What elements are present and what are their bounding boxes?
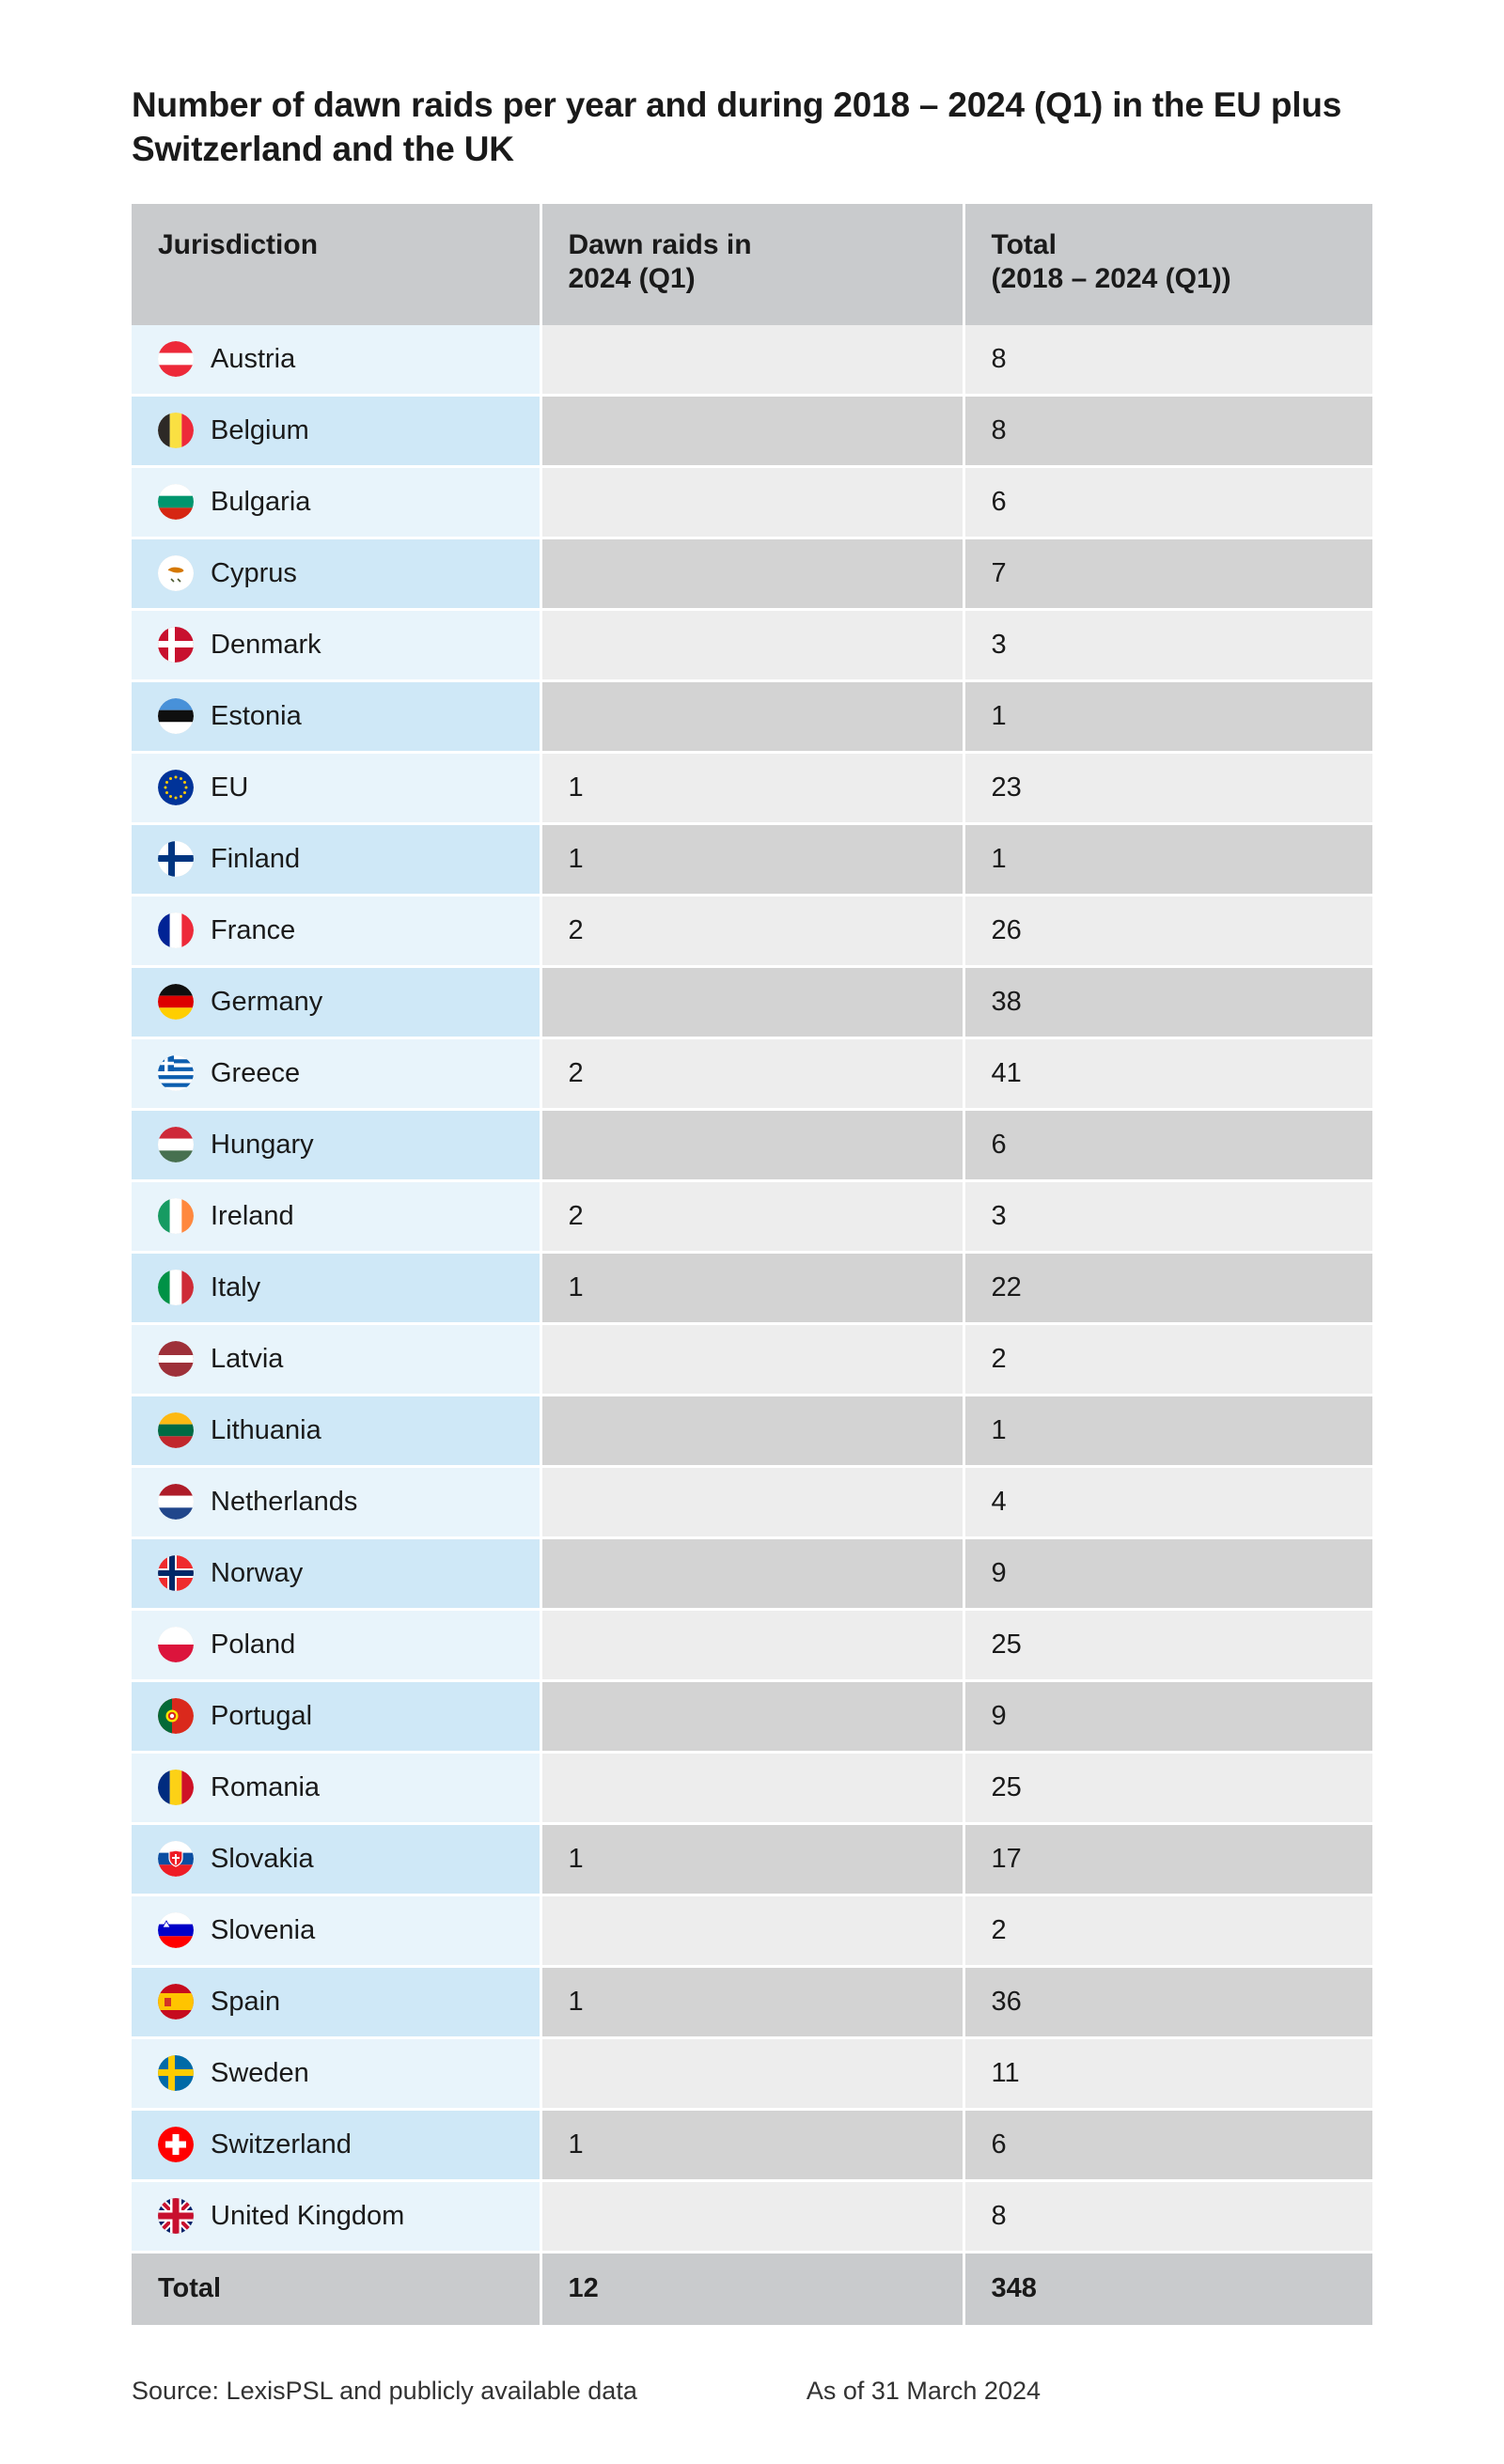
flag-italy-icon [158,1270,194,1305]
cell-jurisdiction [132,1109,540,1180]
cell-total: 26 [964,895,1372,966]
jurisdiction-label: Bulgaria [211,486,311,517]
jurisdiction-label: Slovenia [211,1914,316,1945]
cell-total: 17 [964,1823,1372,1895]
cell-jurisdiction [132,466,540,538]
column-header-jurisdiction-label: Jurisdiction [158,228,319,260]
cell-total: 1 [964,1395,1372,1466]
flag-slovenia-icon [158,1912,194,1948]
flag-sweden-icon [158,2055,194,2091]
flag-netherlands-icon [158,1484,194,1520]
cell-total: 11 [964,2037,1372,2109]
cell-total: 36 [964,1966,1372,2037]
column-header-total-line2: (2018 – 2024 (Q1)) [991,263,1231,295]
flag-france-icon [158,912,194,948]
cell-total: 23 [964,752,1372,823]
jurisdiction-label: Switzerland [211,2129,352,2160]
flag-switzerland-icon [158,2127,194,2162]
cell-raids-2024: 2 [540,1180,964,1252]
table-row [132,325,1372,396]
cell-raids-2024 [540,2180,964,2252]
flag-latvia-icon [158,1341,194,1377]
jurisdiction-label: Estonia [211,700,302,731]
jurisdiction-label: Romania [211,1771,321,1802]
table-row [132,1823,1372,1895]
table-row [132,1680,1372,1752]
cell-raids-2024 [540,1752,964,1823]
cell-jurisdiction [132,1180,540,1252]
cell-total: 3 [964,1180,1372,1252]
jurisdiction-label: Latvia [211,1343,284,1374]
table-header-row [132,204,1372,325]
cell-raids-2024 [540,1109,964,1180]
flag-germany-icon [158,984,194,1020]
jurisdiction-label: Italy [211,1271,261,1302]
jurisdiction-label: Slovakia [211,1843,314,1874]
table-row [132,1466,1372,1537]
flag-poland-icon [158,1627,194,1662]
cell-jurisdiction [132,395,540,466]
footer [132,2377,1372,2406]
cell-jurisdiction [132,895,540,966]
flag-portugal-icon [158,1698,194,1734]
flag-estonia-icon [158,698,194,734]
cell-total: 8 [964,325,1372,396]
cell-raids-2024: 1 [540,1252,964,1323]
jurisdiction-label: Hungary [211,1129,314,1160]
column-header-jurisdiction [132,204,540,325]
cell-jurisdiction [132,609,540,680]
jurisdiction-label: Belgium [211,414,309,445]
jurisdiction-label: Norway [211,1557,304,1588]
jurisdiction-label: Ireland [211,1200,294,1231]
cell-jurisdiction [132,2180,540,2252]
cell-jurisdiction [132,823,540,895]
cell-total-overall: 348 [964,2252,1372,2325]
flag-ireland-icon [158,1198,194,1234]
cell-jurisdiction [132,752,540,823]
cell-raids-2024 [540,1395,964,1466]
cell-raids-2024 [540,538,964,609]
cell-total: 38 [964,966,1372,1037]
table-row [132,1537,1372,1609]
cell-total: 25 [964,1609,1372,1680]
table-row [132,966,1372,1037]
cell-raids-2024 [540,609,964,680]
table-row [132,609,1372,680]
table-row [132,1609,1372,1680]
jurisdiction-label: France [211,914,296,945]
jurisdiction-label: Portugal [211,1700,313,1731]
table-row [132,680,1372,752]
jurisdiction-label: Cyprus [211,557,297,588]
cell-raids-2024: 1 [540,1823,964,1895]
jurisdiction-label: Greece [211,1057,301,1088]
cell-total: 3 [964,609,1372,680]
cell-jurisdiction [132,1609,540,1680]
flag-romania-icon [158,1770,194,1805]
cell-total: 4 [964,1466,1372,1537]
cell-raids-2024 [540,325,964,396]
table-row [132,466,1372,538]
table-row [132,1323,1372,1395]
table-row [132,1752,1372,1823]
cell-raids-2024: 1 [540,823,964,895]
cell-raids-2024 [540,395,964,466]
table-row [132,1109,1372,1180]
cell-total: 2 [964,1323,1372,1395]
table-row [132,2109,1372,2180]
table-row [132,895,1372,966]
column-header-total-line1: Total [991,228,1057,260]
cell-raids-2024 [540,2037,964,2109]
cell-jurisdiction [132,1037,540,1109]
flag-denmark-icon [158,627,194,663]
cell-raids-2024: 2 [540,1037,964,1109]
flag-bulgaria-icon [158,484,194,520]
jurisdiction-label: Sweden [211,2057,309,2088]
column-header-total [964,204,1372,325]
column-header-raids-2024 [540,204,964,325]
cell-total: 8 [964,2180,1372,2252]
jurisdiction-label: EU [211,772,249,803]
cell-jurisdiction [132,2109,540,2180]
footer-source: Source: LexisPSL and publicly available data [132,2377,637,2405]
cell-raids-2024: 1 [540,1966,964,2037]
table-row [132,2180,1372,2252]
cell-jurisdiction [132,1537,540,1609]
cell-jurisdiction [132,1752,540,1823]
table-row [132,1037,1372,1109]
flag-hungary-icon [158,1127,194,1162]
column-header-raids-2024-line2: 2024 (Q1) [568,263,696,295]
table-row [132,1252,1372,1323]
cell-raids-2024 [540,1323,964,1395]
cell-total: 25 [964,1752,1372,1823]
table-row [132,1895,1372,1966]
cell-raids-2024 [540,966,964,1037]
flag-cyprus-icon [158,555,194,591]
jurisdiction-label: Germany [211,986,323,1017]
flag-belgium-icon [158,413,194,448]
jurisdiction-label: Austria [211,343,296,374]
cell-raids-2024 [540,466,964,538]
table-row [132,395,1372,466]
cell-total: 1 [964,823,1372,895]
flag-lithuania-icon [158,1412,194,1448]
cell-total: 6 [964,466,1372,538]
cell-raids-2024: 1 [540,752,964,823]
cell-jurisdiction [132,325,540,396]
cell-total: 1 [964,680,1372,752]
cell-raids-2024: 2 [540,895,964,966]
flag-united-kingdom-icon [158,2198,194,2234]
table-row [132,2037,1372,2109]
jurisdiction-label: Netherlands [211,1486,358,1517]
table-row [132,1395,1372,1466]
cell-jurisdiction [132,1895,540,1966]
table-row [132,1966,1372,2037]
table-total-row [132,2252,1372,2325]
flag-austria-icon [158,341,194,377]
jurisdiction-label: Lithuania [211,1414,321,1445]
cell-total: 7 [964,538,1372,609]
flag-slovakia-icon [158,1841,194,1877]
cell-raids-2024 [540,680,964,752]
column-header-raids-2024-line1: Dawn raids in [568,228,752,260]
flag-norway-icon [158,1555,194,1591]
cell-jurisdiction [132,1680,540,1752]
cell-jurisdiction [132,2037,540,2109]
jurisdiction-label: United Kingdom [211,2200,405,2231]
cell-total: 22 [964,1252,1372,1323]
table-header [132,204,1372,325]
cell-total: 6 [964,1109,1372,1180]
flag-greece-icon [158,1055,194,1091]
table-row [132,1180,1372,1252]
cell-total: 41 [964,1037,1372,1109]
cell-jurisdiction [132,1252,540,1323]
cell-total-label: Total [132,2252,540,2325]
jurisdiction-label: Poland [211,1629,296,1660]
cell-jurisdiction [132,966,540,1037]
cell-raids-2024 [540,1537,964,1609]
cell-total-raids-2024: 12 [540,2252,964,2325]
cell-jurisdiction [132,680,540,752]
cell-total: 9 [964,1680,1372,1752]
jurisdiction-label: Finland [211,843,301,874]
cell-raids-2024 [540,1609,964,1680]
cell-jurisdiction [132,1323,540,1395]
footer-as-of-date: As of 31 March 2024 [806,2377,1041,2405]
cell-raids-2024 [540,1466,964,1537]
table-row [132,823,1372,895]
cell-raids-2024: 1 [540,2109,964,2180]
table-row [132,538,1372,609]
flag-finland-icon [158,841,194,877]
cell-jurisdiction [132,1466,540,1537]
cell-raids-2024 [540,1680,964,1752]
flag-spain-icon [158,1984,194,2020]
table-body [132,325,1372,2325]
dawn-raids-table [132,204,1372,2325]
cell-jurisdiction [132,1395,540,1466]
cell-jurisdiction [132,1823,540,1895]
cell-total: 8 [964,395,1372,466]
cell-total: 6 [964,2109,1372,2180]
page-title: Number of dawn raids per year and during 2018 – 2024 (Q1) in the EU plus Switzerland and the UK [132,86,1342,169]
jurisdiction-label: Denmark [211,629,321,660]
flag-eu-icon [158,770,194,805]
cell-jurisdiction [132,538,540,609]
cell-raids-2024 [540,1895,964,1966]
cell-total: 9 [964,1537,1372,1609]
cell-total: 2 [964,1895,1372,1966]
jurisdiction-label: Spain [211,1986,281,2017]
table-row [132,752,1372,823]
cell-jurisdiction [132,1966,540,2037]
